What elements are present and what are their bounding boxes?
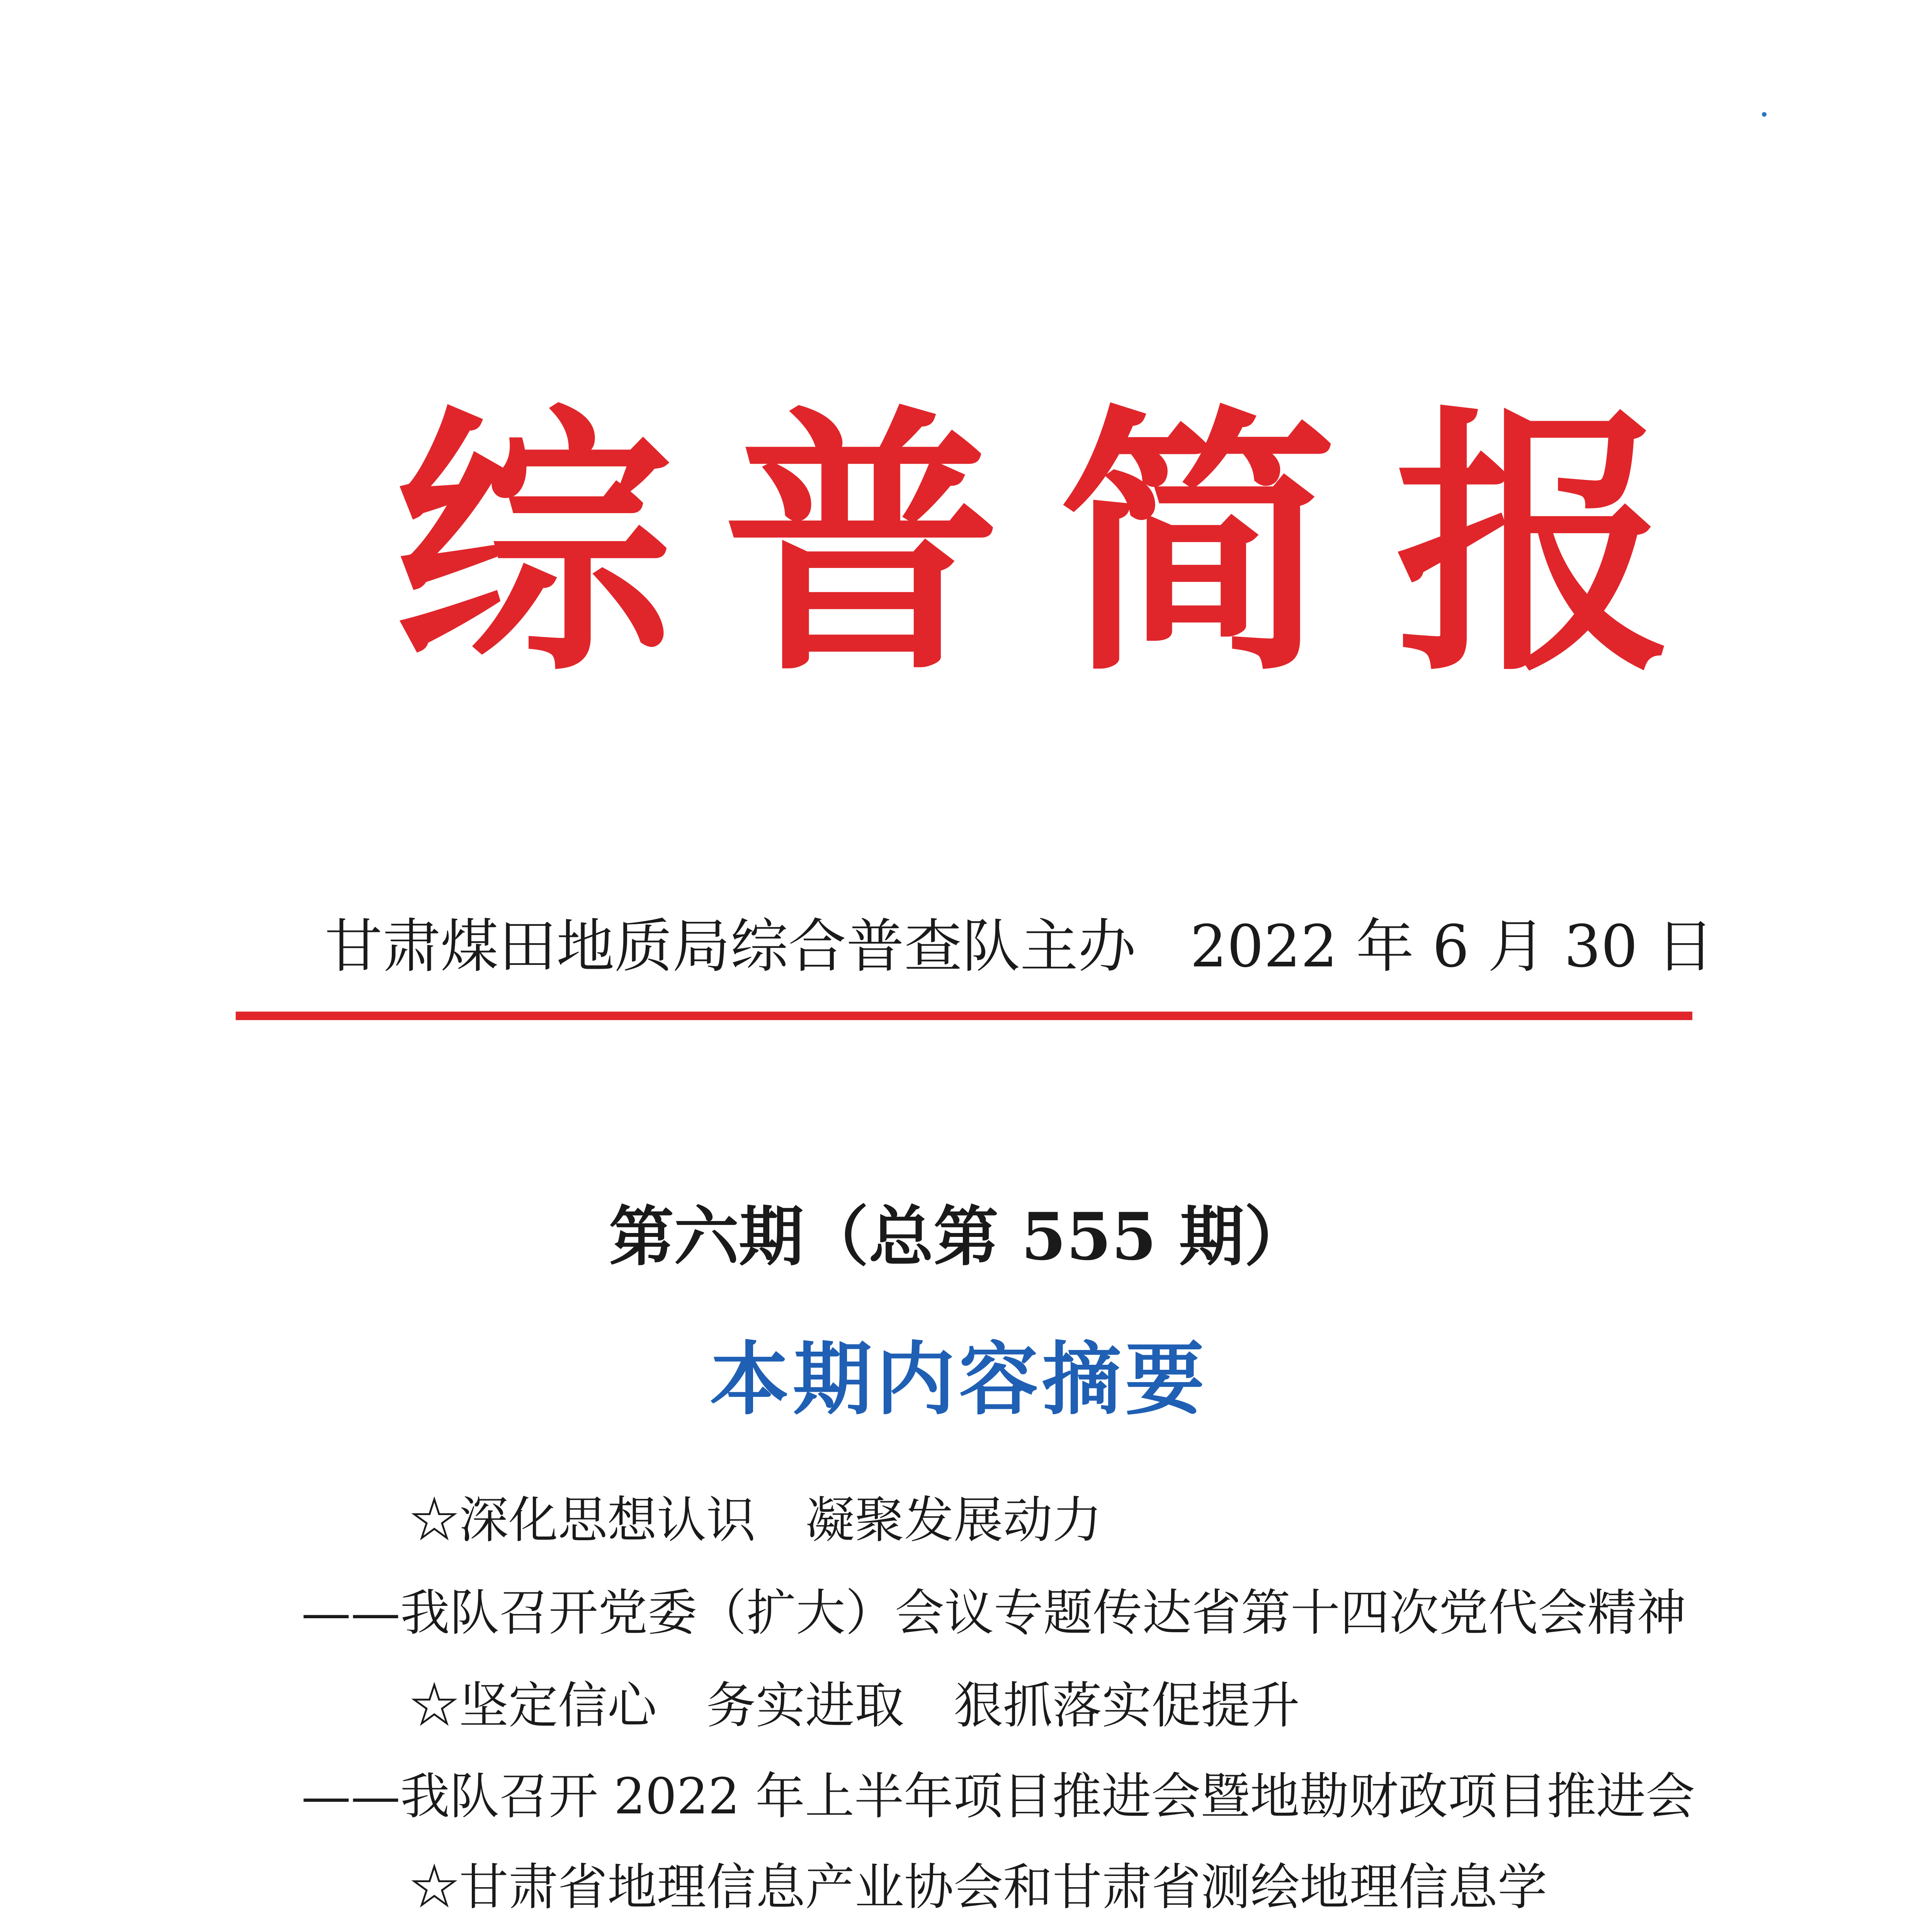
- masthead-char-4: 报: [1395, 381, 1673, 708]
- scan-speck: [1762, 112, 1767, 117]
- publication-info: [0, 908, 1918, 985]
- masthead-char-2: 普: [723, 381, 1001, 708]
- list-item: ☆甘肃省地理信息产业协会和甘肃省测绘地理信息学: [410, 1859, 1547, 1916]
- list-item: ——我队召开 2022 年上半年项目推进会暨地勘财政项目推进会: [301, 1768, 1695, 1825]
- list-item: ——我队召开党委（扩大）会议专题传达省第十四次党代会精神: [301, 1584, 1687, 1642]
- list-item: ☆坚定信心 务实进取 狠抓落实促提升: [410, 1677, 1300, 1735]
- sponsor-text: 甘肃煤田地质局综合普查队主办: [325, 913, 1136, 980]
- masthead-char-3: 简: [1059, 381, 1337, 708]
- publication-date: 2022 年 6 月 30 日: [1190, 913, 1714, 980]
- masthead-title: [0, 371, 1918, 719]
- masthead-char-1: 综: [394, 381, 672, 708]
- issue-number: 第六期（总第 555 期）: [609, 1198, 1309, 1275]
- list-item: ☆深化思想认识 凝聚发展动力: [410, 1492, 1102, 1549]
- header-divider: [236, 1012, 1692, 1020]
- summary-title: 本期内容摘要: [710, 1333, 1208, 1426]
